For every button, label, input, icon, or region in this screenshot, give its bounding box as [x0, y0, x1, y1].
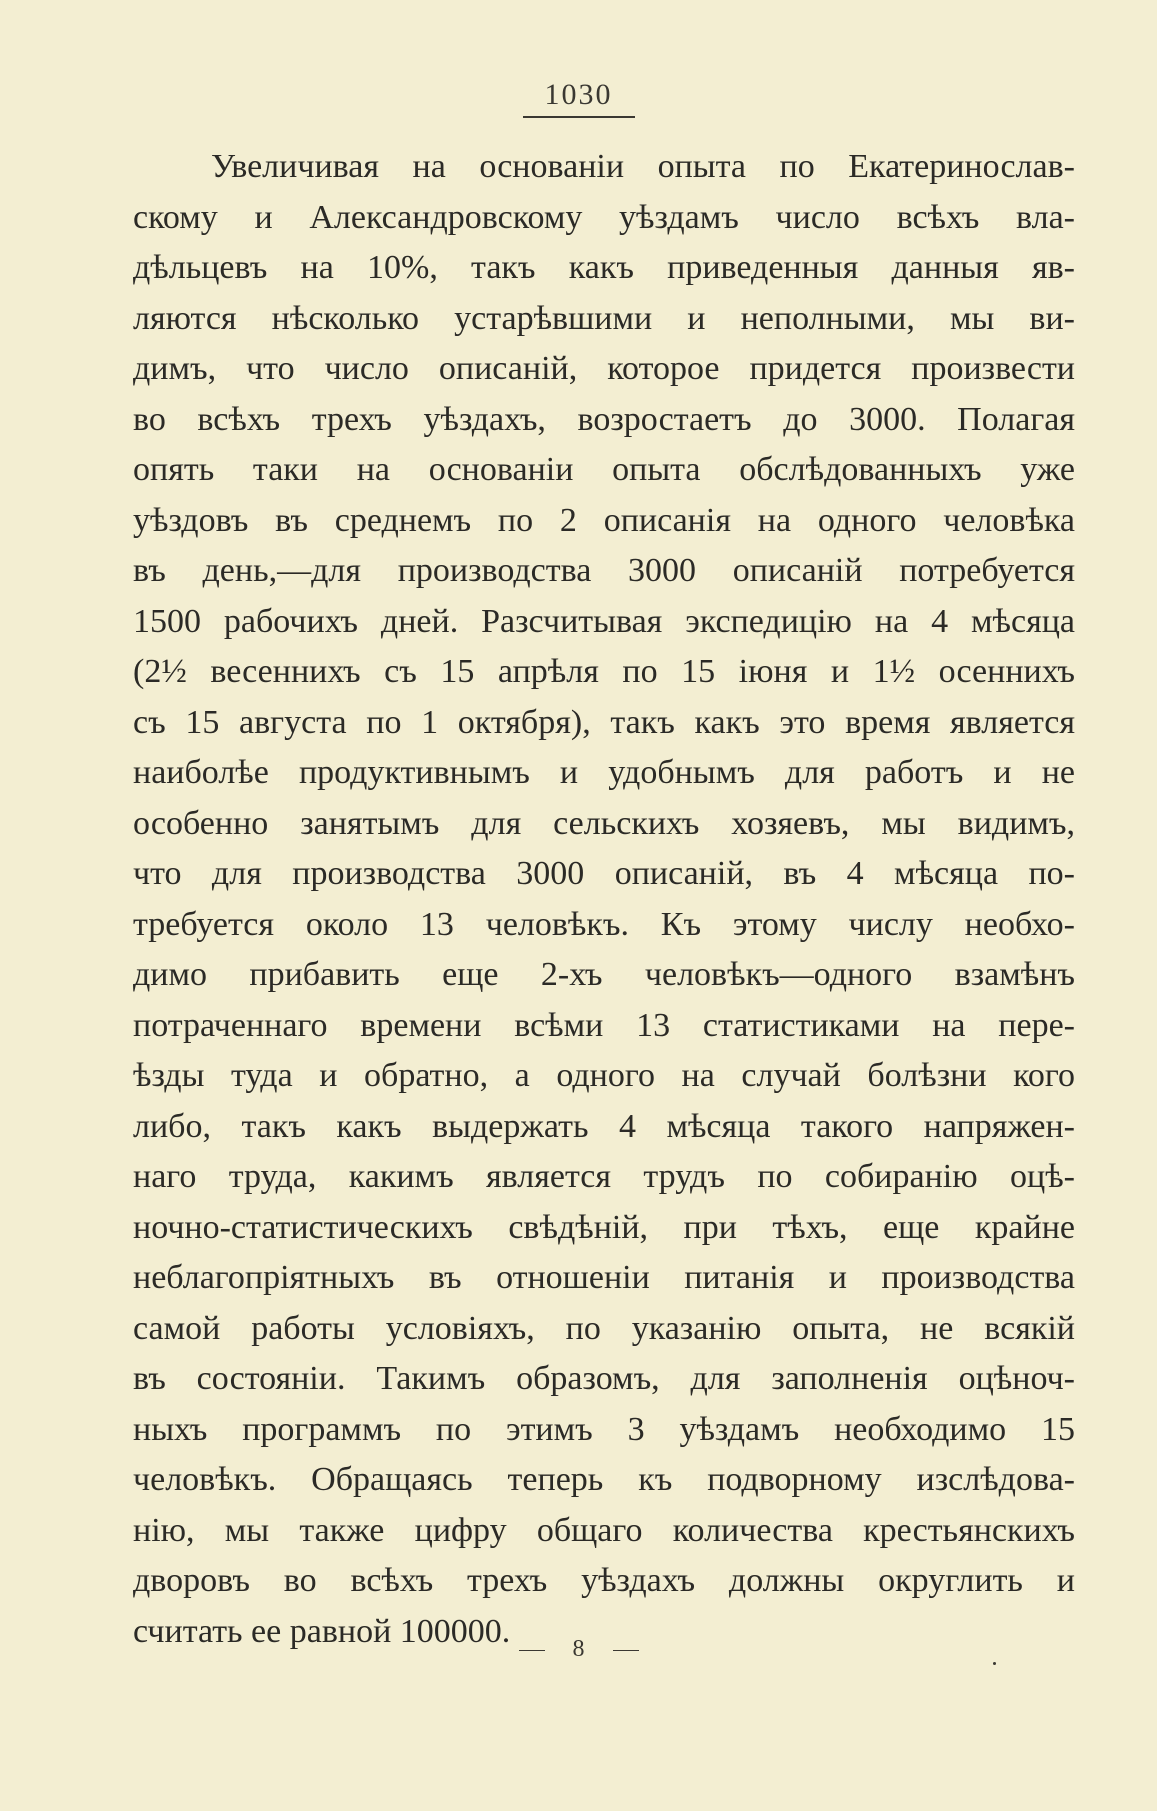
text-line: считать ее равной 100000. [133, 1612, 511, 1650]
text-line: наго труда, какимъ является трудъ по собиранiю оцѣ- [133, 1158, 1075, 1195]
text-line: самой работы условiяхъ, по указанiю опыта, не всякiй [133, 1309, 1075, 1347]
text-line: въ день,—для производства 3000 описанiй потребуется [133, 552, 1075, 589]
top-page-number: 1030 [523, 78, 635, 118]
text-line: что для производства 3000 описанiй, въ 4 мѣсяца по- [133, 855, 1075, 892]
body-paragraph [133, 142, 1075, 1657]
footer-dash-right [613, 1650, 639, 1651]
text-line: Увеличивая на основанiи опыта по Екатеринослав- [211, 148, 1075, 185]
text-line: 1500 рабочихъ дней. Разсчитывая экспедицiю на 4 мѣсяца [133, 602, 1075, 640]
page-footer [0, 1636, 1157, 1663]
text-line: съ 15 августа по 1 октября), такъ какъ это время является [133, 703, 1075, 741]
text-line: требуется около 13 человѣкъ. Къ этому числу необхо- [133, 905, 1075, 943]
text-line: человѣкъ. Обращаясь теперь къ подворному изслѣдова- [133, 1461, 1075, 1498]
text-line: димо прибавить еще 2-хъ человѣкъ—одного взамѣнъ [133, 956, 1075, 993]
text-line: опять таки на основанiи опыта обслѣдованныхъ уже [133, 451, 1075, 488]
text-line: наиболѣе продуктивнымъ и удобнымъ для работъ и не [133, 754, 1075, 791]
text-line: либо, такъ какъ выдержать 4 мѣсяца такого напряжен- [133, 1107, 1075, 1145]
text-line: ѣзды туда и обратно, а одного на случай болѣзни кого [133, 1057, 1075, 1094]
text-line: ляются нѣсколько устарѣвшими и неполными, мы ви- [133, 299, 1075, 337]
text-line: во всѣхъ трехъ уѣздахъ, возростаетъ до 3000. Полагая [133, 400, 1075, 438]
page-header [0, 78, 1157, 118]
text-line: дворовъ во всѣхъ трехъ уѣздахъ должны округлить и [133, 1562, 1075, 1599]
footer-dash-left [519, 1650, 545, 1651]
text-line: особенно занятымъ для сельскихъ хозяевъ, мы видимъ, [133, 804, 1075, 842]
text-line: дѣльцевъ на 10%, такъ какъ приведенныя данныя яв- [133, 249, 1075, 286]
text-line: потраченнаго времени всѣми 13 статистиками на пере- [133, 1006, 1075, 1044]
text-line: въ состоянiи. Такимъ образомъ, для заполненiя оцѣноч- [133, 1360, 1075, 1397]
text-line: димъ, что число описанiй, которое придется произвести [133, 350, 1075, 387]
text-line: ночно-статистическихъ свѣдѣнiй, при тѣхъ, еще крайне [133, 1208, 1075, 1246]
text-line: (2½ весеннихъ съ 15 апрѣля по 15 iюня и 1½ осеннихъ [133, 653, 1075, 690]
ink-speck [993, 1662, 996, 1665]
text-line: скому и Александровскому уѣздамъ число всѣхъ вла- [133, 198, 1075, 236]
text-line: нiю, мы также цифру общаго количества крестьянскихъ [133, 1511, 1075, 1549]
footer-page-number: 8 [572, 1636, 585, 1662]
text-line: уѣздовъ въ среднемъ по 2 описанiя на одного человѣка [133, 501, 1075, 539]
text-line: ныхъ программъ по этимъ 3 уѣздамъ необходимо 15 [133, 1410, 1075, 1448]
text-line: неблагопрiятныхъ въ отношенiи питанiя и производства [133, 1259, 1075, 1296]
